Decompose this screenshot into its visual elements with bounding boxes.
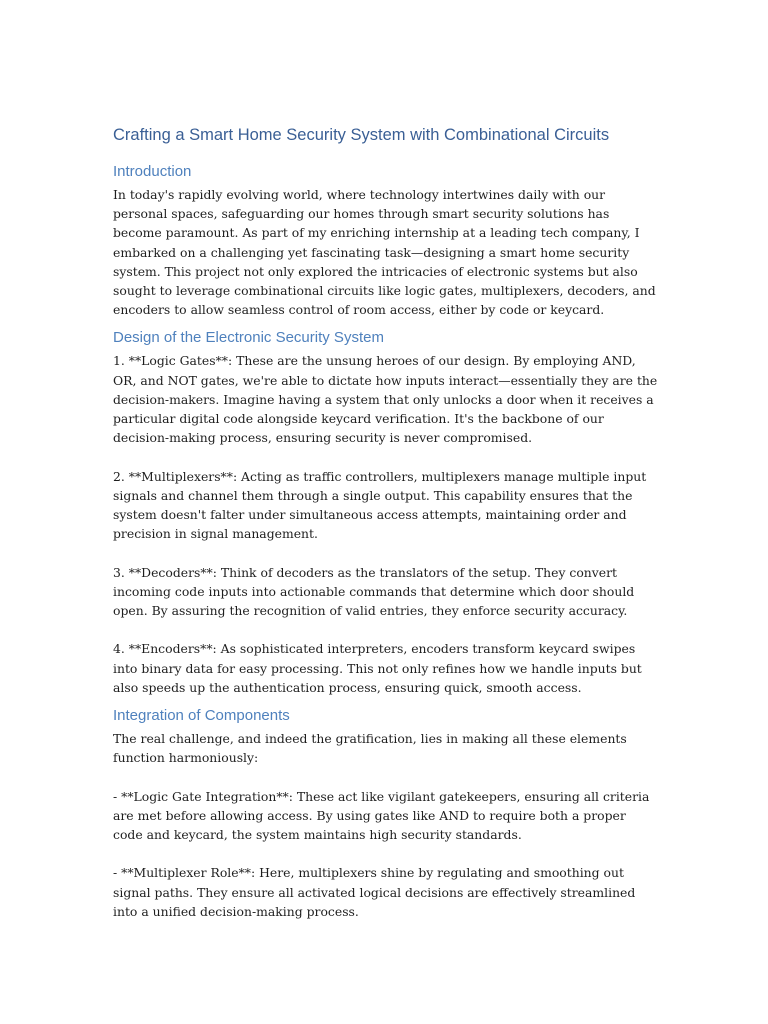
- paragraph: 2. **Multiplexers**: Acting as traffic controllers, multiplexers manage multiple input signals and channel them through a single output. This capability ensures that the system doesn't falter under simultaneous access attempts, maintaining order and precision in signal management.: [113, 468, 647, 542]
- paragraph: 4. **Encoders**: As sophisticated interpreters, encoders transform keycard swipes into binary data for easy processing. This not only refines how we handle inputs but also speeds up the authentication process, ensuring quick, smooth access.: [113, 641, 642, 695]
- section-heading-design: Design of the Electronic Security System: [113, 329, 384, 347]
- section-heading-integration: Integration of Components: [113, 707, 290, 725]
- paragraph: 3. **Decoders**: Think of decoders as the translators of the setup. They convert incoming code inputs into actionable commands that determine which door should open. By assuring the recognition of valid entries, they enforce security accuracy.: [113, 564, 635, 619]
- paragraph: 1. **Logic Gates**: These are the unsung heroes of our design. By employing AND, OR, and NOT gates, we're able to dictate how inputs interact—essentially they are the decision-makers. Imagine having a system that only unlocks a door when it receives a particular digital code alongside keycard verification. It's the backbone of our decision-making process, ensuring security is never compromised.: [113, 353, 658, 446]
- document-page: [113, 124, 658, 921]
- paragraph: In today's rapidly evolving world, where technology intertwines daily with our personal spaces, safeguarding our homes through smart security solutions has become paramount. As part of my enriching internship at a leading tech company, I embarked on a challenging yet fascinating task—designing a smart home security system. This project not only explored the intricacies of electronic systems but also sought to leverage combinational circuits like logic gates, multiplexers, decoders, and encoders to allow seamless control of room access, either by code or keycard.: [113, 187, 656, 318]
- paragraph: - **Multiplexer Role**: Here, multiplexers shine by regulating and smoothing out signal paths. They ensure all activated logical decisions are effectively streamlined into a unified decision-making process.: [113, 865, 636, 919]
- document-title: Crafting a Smart Home Security System with Combinational Circuits: [113, 126, 610, 144]
- section-heading-introduction: Introduction: [113, 163, 192, 180]
- paragraph: - **Logic Gate Integration**: These act like vigilant gatekeepers, ensuring all criteria are met before allowing access. By using gates like AND to require both a proper code and keycard, the system maintains high security standards.: [113, 788, 650, 843]
- paragraph: The real challenge, and indeed the gratification, lies in making all these elements function harmoniously:: [113, 731, 627, 766]
